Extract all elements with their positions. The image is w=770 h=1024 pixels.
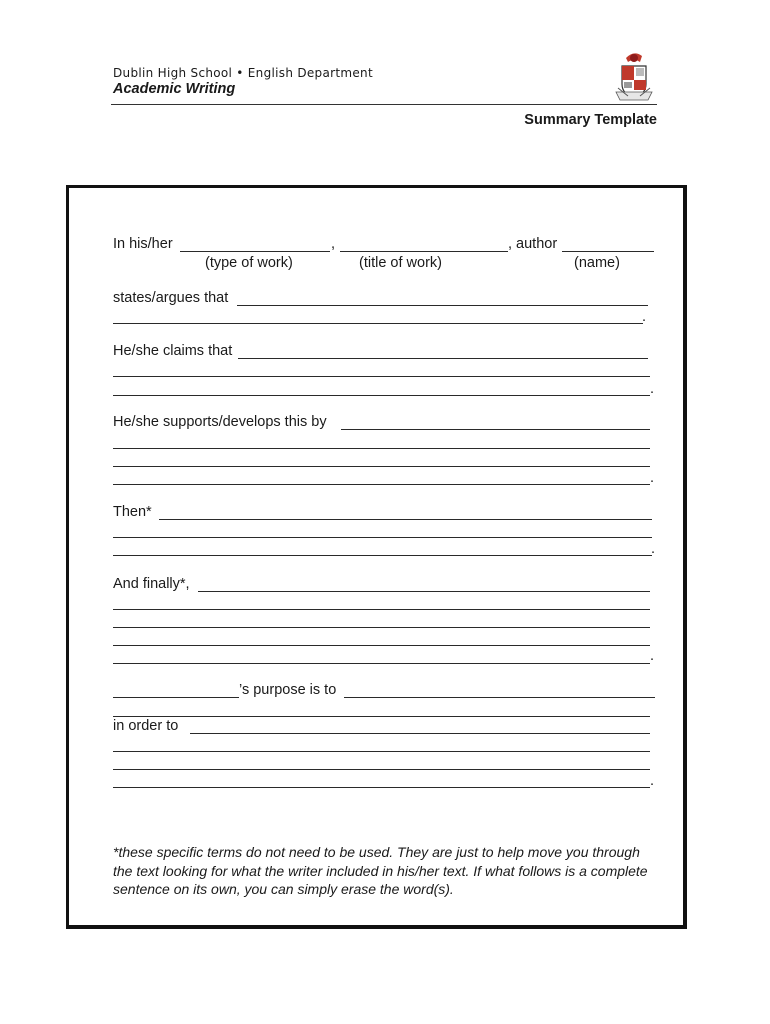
intro-prefix: In his/her: [113, 236, 173, 252]
author-label: , author: [508, 236, 558, 252]
period: .: [651, 541, 656, 557]
school-department: Dublin High School • English Department: [113, 66, 373, 80]
finally-blank-3[interactable]: [113, 627, 650, 628]
title-of-work-blank[interactable]: [340, 251, 508, 252]
supports-blank-2[interactable]: [113, 448, 650, 449]
then-blank-3[interactable]: [113, 555, 652, 556]
period: .: [650, 648, 655, 664]
purpose-blank-2[interactable]: [113, 716, 650, 717]
supports-label: He/she supports/develops this by: [113, 414, 327, 430]
claims-blank-2[interactable]: [113, 376, 650, 377]
type-of-work-blank[interactable]: [180, 251, 330, 252]
claims-blank-1[interactable]: [238, 358, 648, 359]
name-caption: (name): [574, 255, 620, 271]
in-order-to-blank-3[interactable]: [113, 769, 650, 770]
header-rule: [111, 104, 657, 105]
title-of-work-caption: (title of work): [359, 255, 442, 271]
purpose-label: ’s purpose is to: [239, 682, 337, 698]
school-crest-icon: [612, 50, 656, 106]
finally-blank-5[interactable]: [113, 663, 650, 664]
in-order-to-blank-2[interactable]: [113, 751, 650, 752]
period: .: [650, 381, 655, 397]
then-blank-2[interactable]: [113, 537, 652, 538]
finally-blank-4[interactable]: [113, 645, 650, 646]
period: .: [642, 309, 647, 325]
in-order-to-label: in order to: [113, 718, 179, 734]
period: .: [650, 773, 655, 789]
then-label: Then*: [113, 504, 152, 520]
author-blank[interactable]: [113, 697, 239, 698]
finally-label: And finally*,: [113, 576, 190, 592]
comma-separator: ,: [331, 236, 336, 252]
in-order-to-blank-4[interactable]: [113, 787, 650, 788]
finally-blank-2[interactable]: [113, 609, 650, 610]
course-title: Academic Writing: [113, 81, 236, 97]
type-of-work-caption: (type of work): [205, 255, 293, 271]
states-argues-label: states/argues that: [113, 290, 229, 306]
author-name-blank[interactable]: [562, 251, 654, 252]
purpose-blank-1[interactable]: [344, 697, 655, 698]
supports-blank-3[interactable]: [113, 466, 650, 467]
supports-blank-4[interactable]: [113, 484, 650, 485]
states-blank-1[interactable]: [237, 305, 648, 306]
period: .: [650, 470, 655, 486]
finally-blank-1[interactable]: [198, 591, 650, 592]
supports-blank-1[interactable]: [341, 429, 650, 430]
footnote: *these specific terms do not need to be used. They are just to help move you through the text looking for what the writer included in his/her text. If what follows is a complete sentence on its own, you can simply erase the word(s).: [113, 844, 648, 897]
then-blank-1[interactable]: [159, 519, 652, 520]
claims-blank-3[interactable]: [113, 395, 650, 396]
claims-label: He/she claims that: [113, 343, 233, 359]
states-blank-2[interactable]: [113, 323, 643, 324]
in-order-to-blank-1[interactable]: [190, 733, 650, 734]
template-title: Summary Template: [524, 112, 657, 128]
